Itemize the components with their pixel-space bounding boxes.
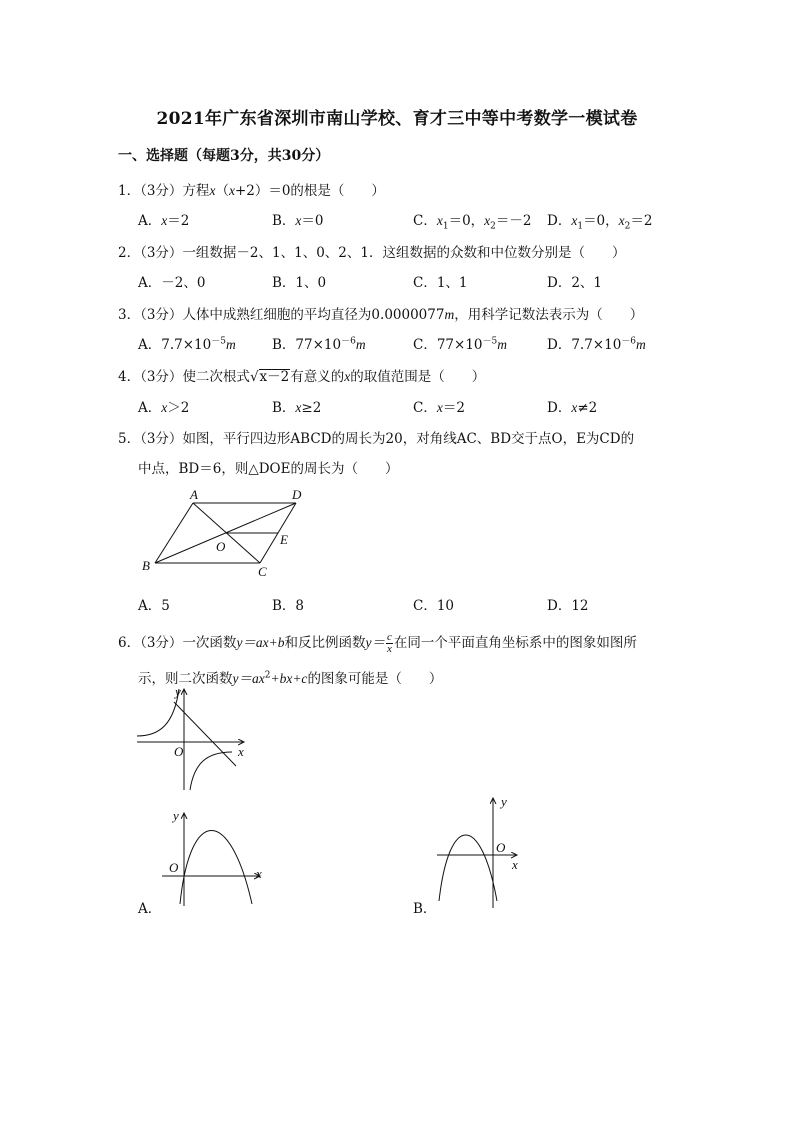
q6-option-a-graph bbox=[160, 808, 275, 908]
svg-text:x: x bbox=[256, 866, 262, 881]
section-heading: 一、选择题（每题3分，共30分） bbox=[118, 148, 330, 164]
q5-option-a[interactable]: A．5 bbox=[138, 598, 170, 614]
q2-option-b[interactable]: B．1、0 bbox=[272, 275, 327, 291]
q1-option-b[interactable]: B．x＝0 bbox=[272, 213, 324, 229]
q6-option-a[interactable]: A． bbox=[138, 901, 162, 917]
q1-option-a[interactable]: A．x＝2 bbox=[138, 213, 190, 229]
svg-text:x: x bbox=[512, 857, 518, 872]
q4-option-d[interactable]: D．x≠2 bbox=[547, 400, 598, 416]
vertex-c-label: C bbox=[258, 564, 267, 579]
parallelogram-figure bbox=[130, 485, 320, 580]
svg-text:y: y bbox=[173, 808, 179, 823]
svg-text:O: O bbox=[174, 744, 184, 759]
question-5-line2: 中点，BD＝6，则△DOE的周长为（ ） bbox=[138, 461, 399, 477]
q5-option-d[interactable]: D．12 bbox=[547, 598, 589, 614]
q6-reference-graph bbox=[132, 684, 257, 794]
svg-text:O: O bbox=[169, 860, 179, 875]
svg-text:O: O bbox=[496, 840, 506, 855]
question-2: 2．（3分）一组数据－2、1、1、0、2、1．这组数据的众数和中位数分别是（ ） bbox=[118, 245, 626, 261]
question-6: 6．（3分）一次函数y＝ax+b和反比例函数y＝ $\frac{c}{x}$ 在同一个平面直角坐标系中的图象如图所 bbox=[118, 631, 637, 655]
q4-option-a[interactable]: A．x＞2 bbox=[138, 400, 190, 416]
q4-option-b[interactable]: B．x≥2 bbox=[272, 400, 322, 416]
point-o-label: O bbox=[216, 539, 226, 554]
q3-option-b[interactable]: B．$77\times 10^{-6}m$ bbox=[272, 336, 366, 353]
svg-text:y: y bbox=[175, 684, 181, 699]
q5-option-b[interactable]: B．8 bbox=[272, 598, 305, 614]
question-4: 4．（3分）使二次根式√x－2有意义的x的取值范围是（ ） bbox=[118, 369, 486, 385]
question-number: 1． bbox=[118, 183, 141, 199]
question-score: （3分） bbox=[140, 183, 183, 199]
vertex-b-label: B bbox=[142, 558, 150, 573]
fraction-c-over-x: $\frac{c}{x}$ bbox=[387, 631, 392, 655]
q3-option-c[interactable]: C．$77\times 10^{-5}m$ bbox=[413, 336, 507, 353]
svg-text:y: y bbox=[501, 794, 507, 809]
question-5: 5．（3分）如图，平行四边形ABCD的周长为20，对角线AC、BD交于点O，E为CD的 bbox=[118, 431, 635, 447]
q2-option-c[interactable]: C．1、1 bbox=[413, 275, 468, 291]
vertex-a-label: A bbox=[190, 487, 198, 502]
q3-option-a[interactable]: A．$7.7\times 10^{-5}m$ bbox=[138, 336, 236, 353]
page-title: 2021年广东省深圳市南山学校、育才三中等中考数学一模试卷 bbox=[156, 109, 638, 129]
q6-option-b[interactable]: B． bbox=[413, 901, 437, 917]
question-6-line2: 示，则二次函数$y=ax^2+bx+c$的图象可能是（ ） bbox=[138, 670, 443, 687]
radicand: x－2 bbox=[259, 369, 290, 385]
point-e-label: E bbox=[280, 532, 288, 547]
q5-option-c[interactable]: C．10 bbox=[413, 598, 455, 614]
q6-option-b-graph bbox=[435, 793, 530, 908]
q3-option-d[interactable]: D．$7.7\times 10^{-6}m$ bbox=[547, 336, 646, 353]
q1-option-c[interactable]: C．$x_1=0$，$x_2=-2$ bbox=[413, 213, 532, 232]
sqrt-symbol: √ bbox=[249, 369, 259, 385]
q1-option-d[interactable]: D．$x_1=0$，$x_2=2$ bbox=[547, 213, 653, 232]
q2-option-d[interactable]: D．2、1 bbox=[547, 275, 603, 291]
q2-option-a[interactable]: A．－2、0 bbox=[138, 275, 206, 291]
question-3: 3．（3分）人体中成熟红细胞的平均直径为0.0000077m，用科学记数法表示为（ ） bbox=[118, 307, 644, 323]
question-1: 1．（3分）方程x（x+2）＝0的根是（ ） bbox=[118, 183, 385, 199]
vertex-d-label: D bbox=[292, 487, 302, 502]
q4-option-c[interactable]: C．x＝2 bbox=[413, 400, 465, 416]
svg-text:x: x bbox=[238, 744, 244, 759]
